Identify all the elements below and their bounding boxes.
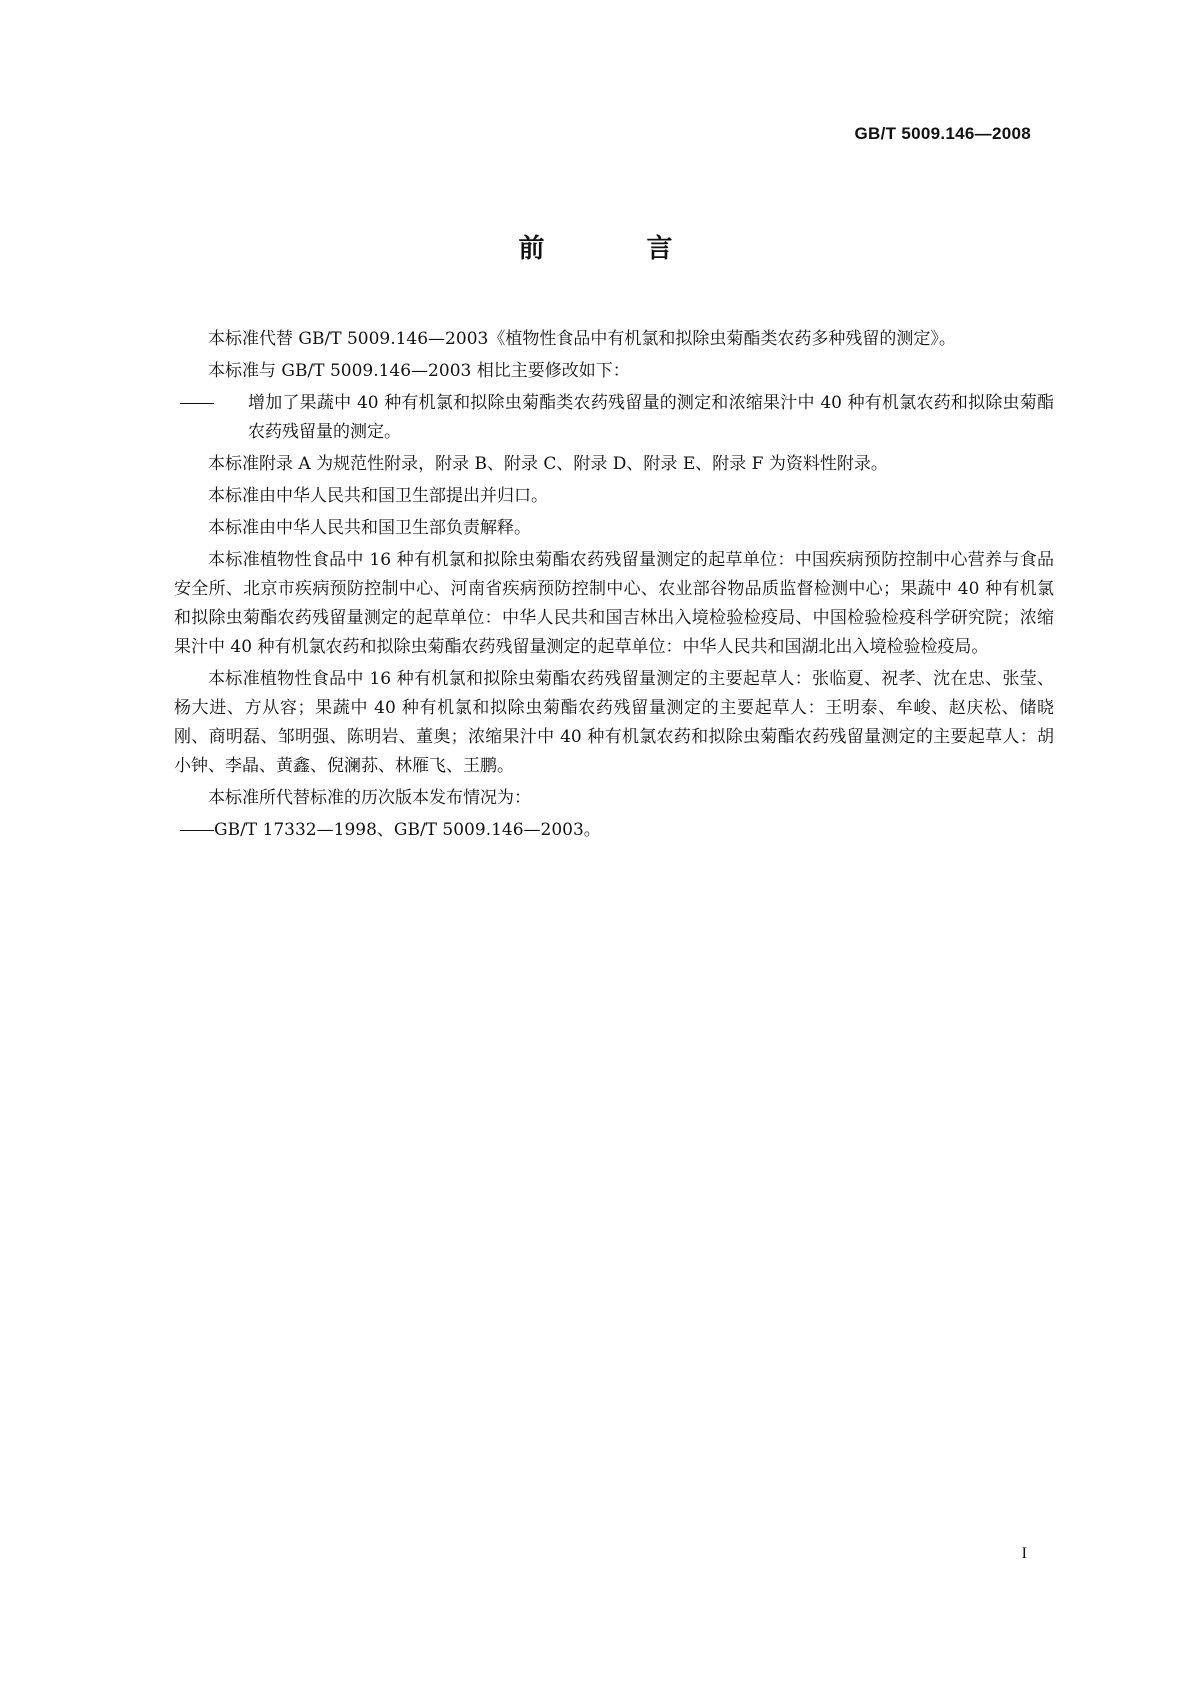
paragraph-drafting-units: 本标准植物性食品中 16 种有机氯和拟除虫菊酯农药残留量测定的起草单位：中国疾病预防控制中心营养与食品安全所、北京市疾病预防控制中心、河南省疾病预防控制中心、农业部谷物品质监督检测中心；果蔬中 40 种有机氯和拟除虫菊酯农药残留量测定的起草单位：中华人民共和国吉林出入境检验检疫局、中国检验检疫科学研究院；浓缩果汁中 40 种有机氯农药和拟除虫菊酯农药残留量测定的起草单位：中华人民共和国湖北出入境检验检疫局。 <box>174 550 1054 657</box>
list-item-change <box>174 389 1054 447</box>
page-number: I <box>1021 1545 1027 1562</box>
paragraph-interpreted-by: 本标准由中华人民共和国卫生部负责解释。 <box>208 518 531 538</box>
page-title: 前 言 <box>518 234 711 264</box>
paragraph-annexes: 本标准附录 A 为规范性附录，附录 B、附录 C、附录 D、附录 E、附录 F 为资料性附录。 <box>208 454 888 474</box>
paragraph-proposed-by: 本标准由中华人民共和国卫生部提出并归口。 <box>208 486 548 506</box>
list-item-text: GB/T 17332—1998、GB/T 5009.146—2003。 <box>214 820 601 840</box>
paragraph-history-intro: 本标准所代替标准的历次版本发布情况为： <box>208 788 531 808</box>
foreword-body <box>174 325 1054 848</box>
standard-code: GB/T 5009.146—2008 <box>854 124 1031 143</box>
paragraph-changes-intro: 本标准与 GB/T 5009.146—2003 相比主要修改如下： <box>208 361 630 381</box>
list-item-history <box>174 816 1054 845</box>
list-item-text: 增加了果蔬中 40 种有机氯和拟除虫菊酯类农药残留量的测定和浓缩果汁中 40 种有机氯农药和拟除虫菊酯农药残留量的测定。 <box>248 393 1054 442</box>
paragraph-drafters: 本标准植物性食品中 16 种有机氯和拟除虫菊酯农药残留量测定的主要起草人：张临夏、祝孝、沈在忠、张莹、杨大进、方从容；果蔬中 40 种有机氯和拟除虫菊酯农药残留量测定的主要起草人：王明泰、牟峻、赵庆松、储晓刚、商明磊、邹明强、陈明岩、董奥；浓缩果汁中 40 种有机氯农药和拟除虫菊酯农药残留量测定的主要起草人：胡小钟、李晶、黄鑫、倪澜荪、林雁飞、王鹏。 <box>174 669 1054 776</box>
paragraph-replaces: 本标准代替 GB/T 5009.146—2003《植物性食品中有机氯和拟除虫菊酯类农药多种残留的测定》。 <box>208 329 956 349</box>
